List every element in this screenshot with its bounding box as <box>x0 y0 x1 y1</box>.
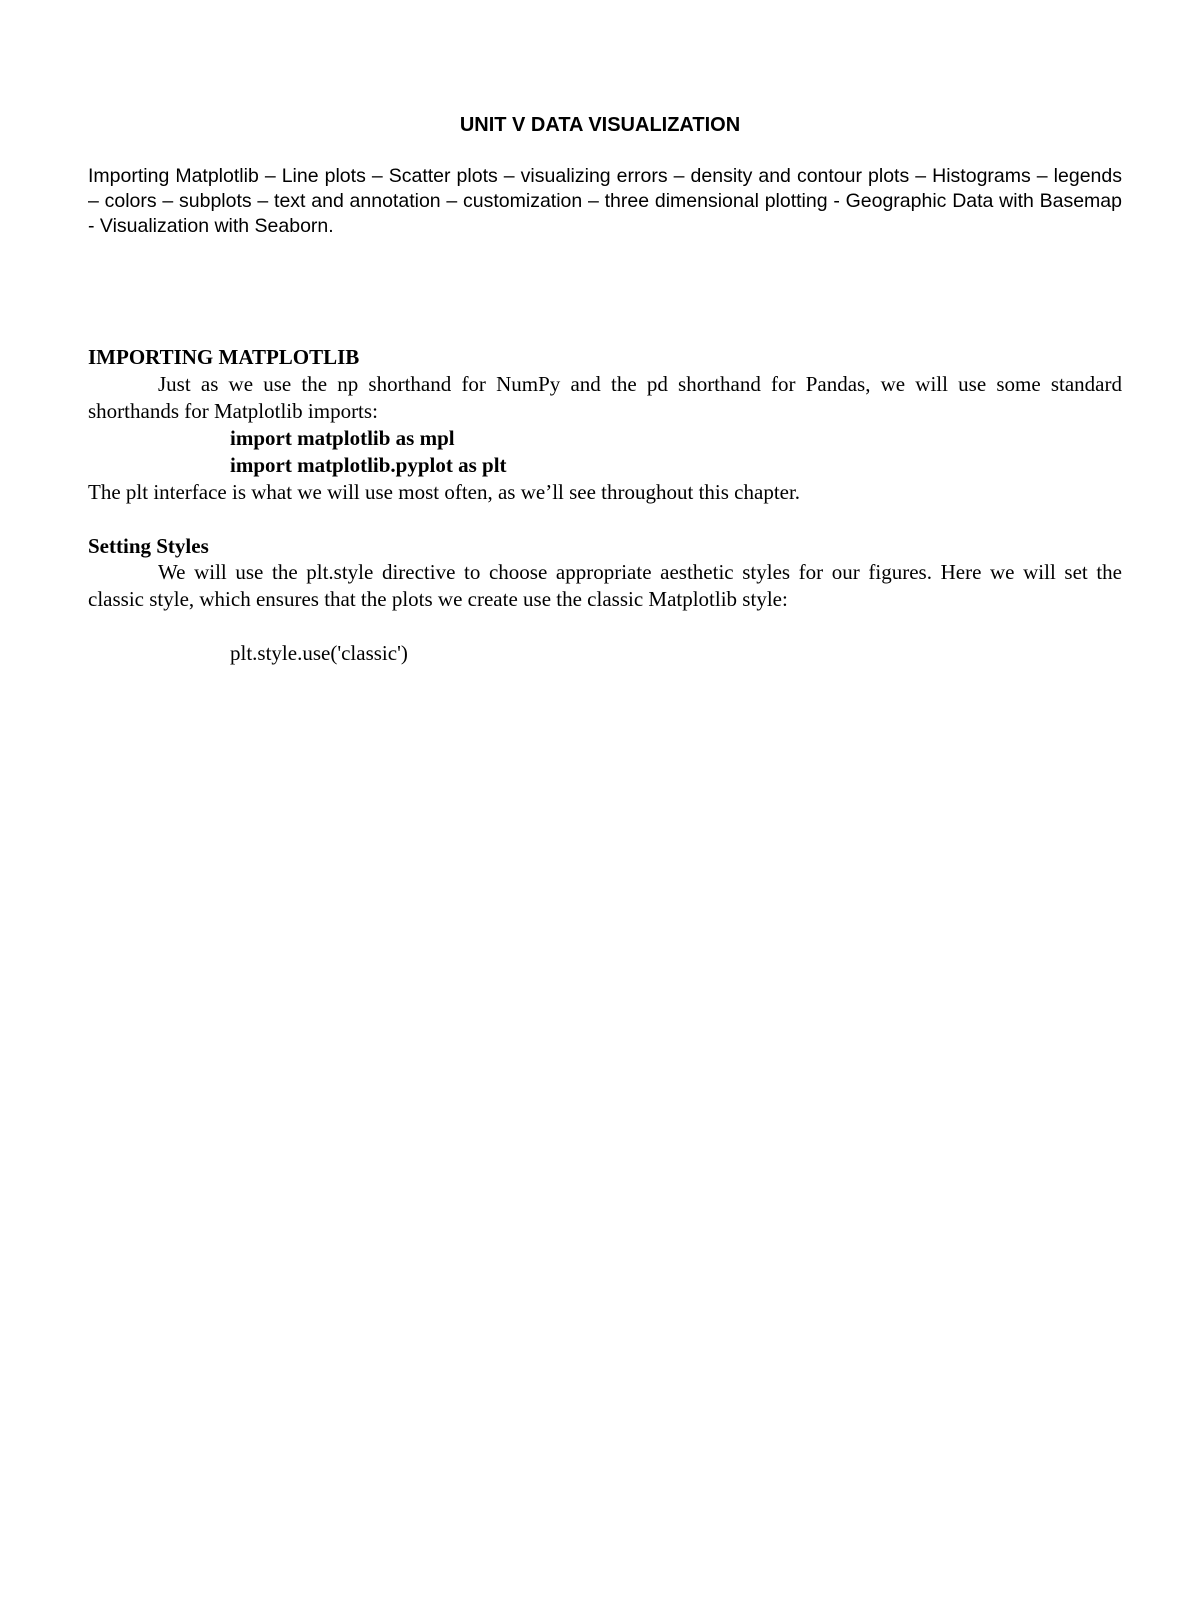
unit-topics-list: Importing Matplotlib – Line plots – Scatter plots – visualizing errors – density and contour plots – Histograms – legends – colors – subplots – text and annotation – customization – three dimensional plotting - Geographic Data with Basemap - Visualization with Seaborn. <box>88 165 1122 237</box>
subheading-setting-styles: Setting Styles <box>88 534 209 558</box>
importing-intro-paragraph: Just as we use the np shorthand for NumPy and the pd shorthand for Pandas, we will use some standard shorthands for Matplotlib imports: <box>88 372 1122 423</box>
code-line-import-mpl: import matplotlib as mpl <box>230 426 455 450</box>
code-line-style-use: plt.style.use('classic') <box>230 641 408 665</box>
setting-styles-paragraph: We will use the plt.style directive to choose appropriate aesthetic styles for our figures. Here we will set the classic style, which ensures that the plots we create use the classic Matplotlib style: <box>88 560 1122 611</box>
section-heading-importing-matplotlib: IMPORTING MATPLOTLIB <box>88 345 360 369</box>
plt-interface-paragraph: The plt interface is what we will use most often, as we’ll see throughout this chapter. <box>88 480 801 504</box>
unit-title: UNIT V DATA VISUALIZATION <box>459 114 741 136</box>
code-line-import-plt: import matplotlib.pyplot as plt <box>230 453 507 477</box>
